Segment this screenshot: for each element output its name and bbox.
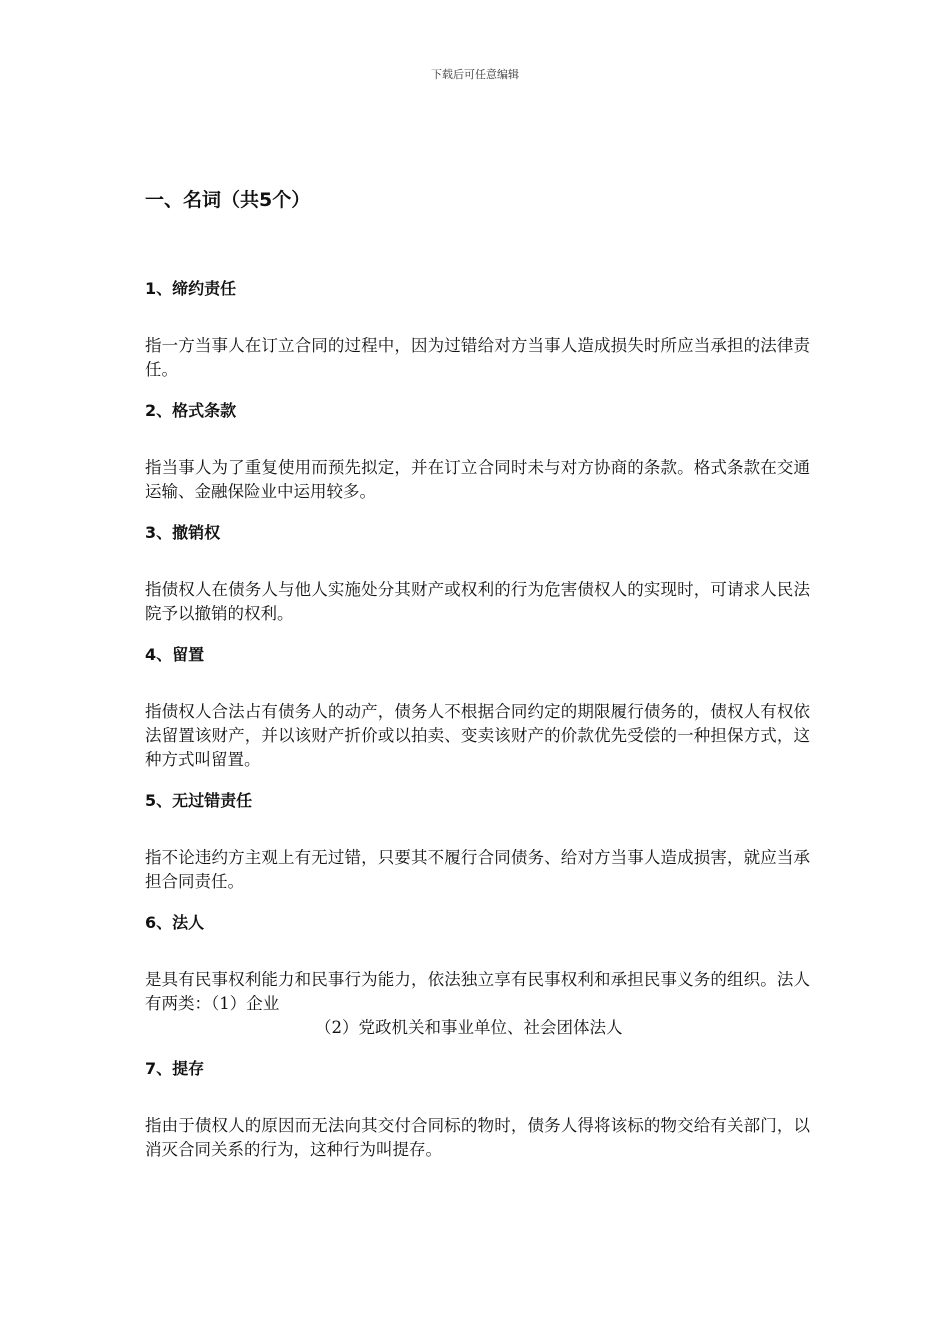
term-definition-5: [145, 846, 810, 894]
term-title-1: 1、缔约责任: [145, 279, 237, 298]
term-title-7: 7、提存: [145, 1059, 205, 1078]
term-definition-text: 指债权人合法占有债务人的动产，债务人不根据合同约定的期限履行债务的，债权人有权依法留置该财产，并以该财产折价或以拍卖、变卖该财产的价款优先受偿的一种担保方式，这种方式叫留置。: [145, 702, 810, 769]
document-body: [145, 180, 810, 1179]
term-definition-text: 指债权人在债务人与他人实施处分其财产或权利的行为危害债权人的实现时，可请求人民法院予以撤销的权利。: [145, 580, 810, 623]
term-definition-3: [145, 578, 810, 626]
term-title-4: 4、留置: [145, 645, 205, 664]
section-title: 一、名词（共5个）: [145, 189, 311, 211]
term-definition-text: 指一方当事人在订立合同的过程中，因为过错给对方当事人造成损失时所应当承担的法律责任。: [145, 336, 810, 379]
term-definition-text: 是具有民事权利能力和民事行为能力，依法独立享有民事权利和承担民事义务的组织。法人有两类：（1）企业: [145, 970, 810, 1013]
term-title-2: 2、格式条款: [145, 401, 237, 420]
term-title-3: 3、撤销权: [145, 523, 221, 542]
term-definition-continuation: （2）党政机关和事业单位、社会团体法人: [315, 1018, 623, 1037]
term-definition-text: 指由于债权人的原因而无法向其交付合同标的物时，债务人得将该标的物交给有关部门，以消灭合同关系的行为，这种行为叫提存。: [145, 1116, 810, 1159]
term-definition-2: [145, 456, 810, 504]
term-definition-4: [145, 700, 810, 772]
term-definition-7: [145, 1114, 810, 1162]
term-definition-text: 指当事人为了重复使用而预先拟定，并在订立合同时未与对方协商的条款。格式条款在交通运输、金融保险业中运用较多。: [145, 458, 810, 501]
term-title-5: 5、无过错责任: [145, 791, 253, 810]
header-note: 下载后可任意编辑: [431, 68, 519, 81]
term-definition-1: [145, 334, 810, 382]
term-definition-6: [145, 968, 810, 1040]
term-definition-text: 指不论违约方主观上有无过错，只要其不履行合同债务、给对方当事人造成损害，就应当承担合同责任。: [145, 848, 810, 891]
term-title-6: 6、法人: [145, 913, 205, 932]
